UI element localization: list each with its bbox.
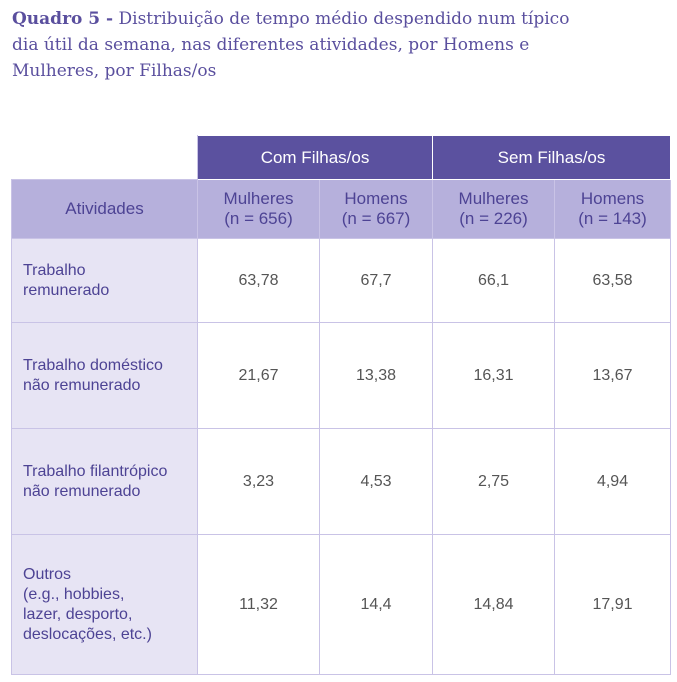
value-cell: 21,67 [198,323,320,429]
table-caption [12,6,662,84]
table-row [12,535,671,675]
row-label [12,239,198,323]
subheader-name: Mulheres [223,189,294,208]
subheader-men-without [555,180,671,239]
row-label [12,429,198,535]
value-cell: 16,31 [433,323,555,429]
value-cell: 14,4 [320,535,433,675]
row-label [12,535,198,675]
subheader-n: (n = 656) [224,209,293,228]
row-label [12,323,198,429]
subheader-name: Homens [344,189,408,208]
table-row [12,239,671,323]
value-cell: 4,94 [555,429,671,535]
row-label-line: remunerado [23,281,110,299]
table-row [12,429,671,535]
row-label-line: Outros [23,565,72,583]
row-label-line: (e.g., hobbies, [23,585,125,603]
value-cell: 2,75 [433,429,555,535]
table-row [12,323,671,429]
group-header-with-children: Com Filhas/os [198,136,433,180]
row-label-line: Trabalho filantrópico [23,462,168,480]
subheader-name: Homens [580,189,645,208]
value-cell: 11,32 [198,535,320,675]
group-header-row [12,136,671,180]
row-label-line: lazer, desporto, [23,605,133,623]
value-cell: 63,58 [555,239,671,323]
value-cell: 3,23 [198,429,320,535]
caption-label: Quadro 5 - [12,9,114,29]
value-cell: 66,1 [433,239,555,323]
value-cell: 17,91 [555,535,671,675]
row-label-line: não remunerado [23,482,141,500]
subheader-n: (n = 226) [459,209,528,228]
value-cell: 13,38 [320,323,433,429]
subheader-n: (n = 143) [578,209,647,228]
subheader-women-with [198,180,320,239]
value-cell: 67,7 [320,239,433,323]
caption-line-3: Mulheres, por Filhas/os [12,61,217,81]
subheader-name: Mulheres [458,189,529,208]
subheader-n: (n = 667) [341,209,411,228]
value-cell: 14,84 [433,535,555,675]
subheader-men-with [320,180,433,239]
row-label-line: não remunerado [23,376,141,394]
activities-header: Atividades [12,180,198,239]
time-distribution-table [11,135,671,675]
caption-line-2: dia útil da semana, nas diferentes atividades, por Homens e [12,35,530,55]
row-label-line: deslocações, etc.) [23,625,152,643]
subheader-row [12,180,671,239]
empty-corner-cell [12,136,198,180]
group-header-without-children: Sem Filhas/os [433,136,671,180]
row-label-line: Trabalho doméstico [23,356,163,374]
row-label-line: Trabalho [23,261,86,279]
subheader-women-without [433,180,555,239]
value-cell: 4,53 [320,429,433,535]
value-cell: 63,78 [198,239,320,323]
value-cell: 13,67 [555,323,671,429]
caption-line-1: Distribuição de tempo médio despendido num típico [118,9,570,29]
